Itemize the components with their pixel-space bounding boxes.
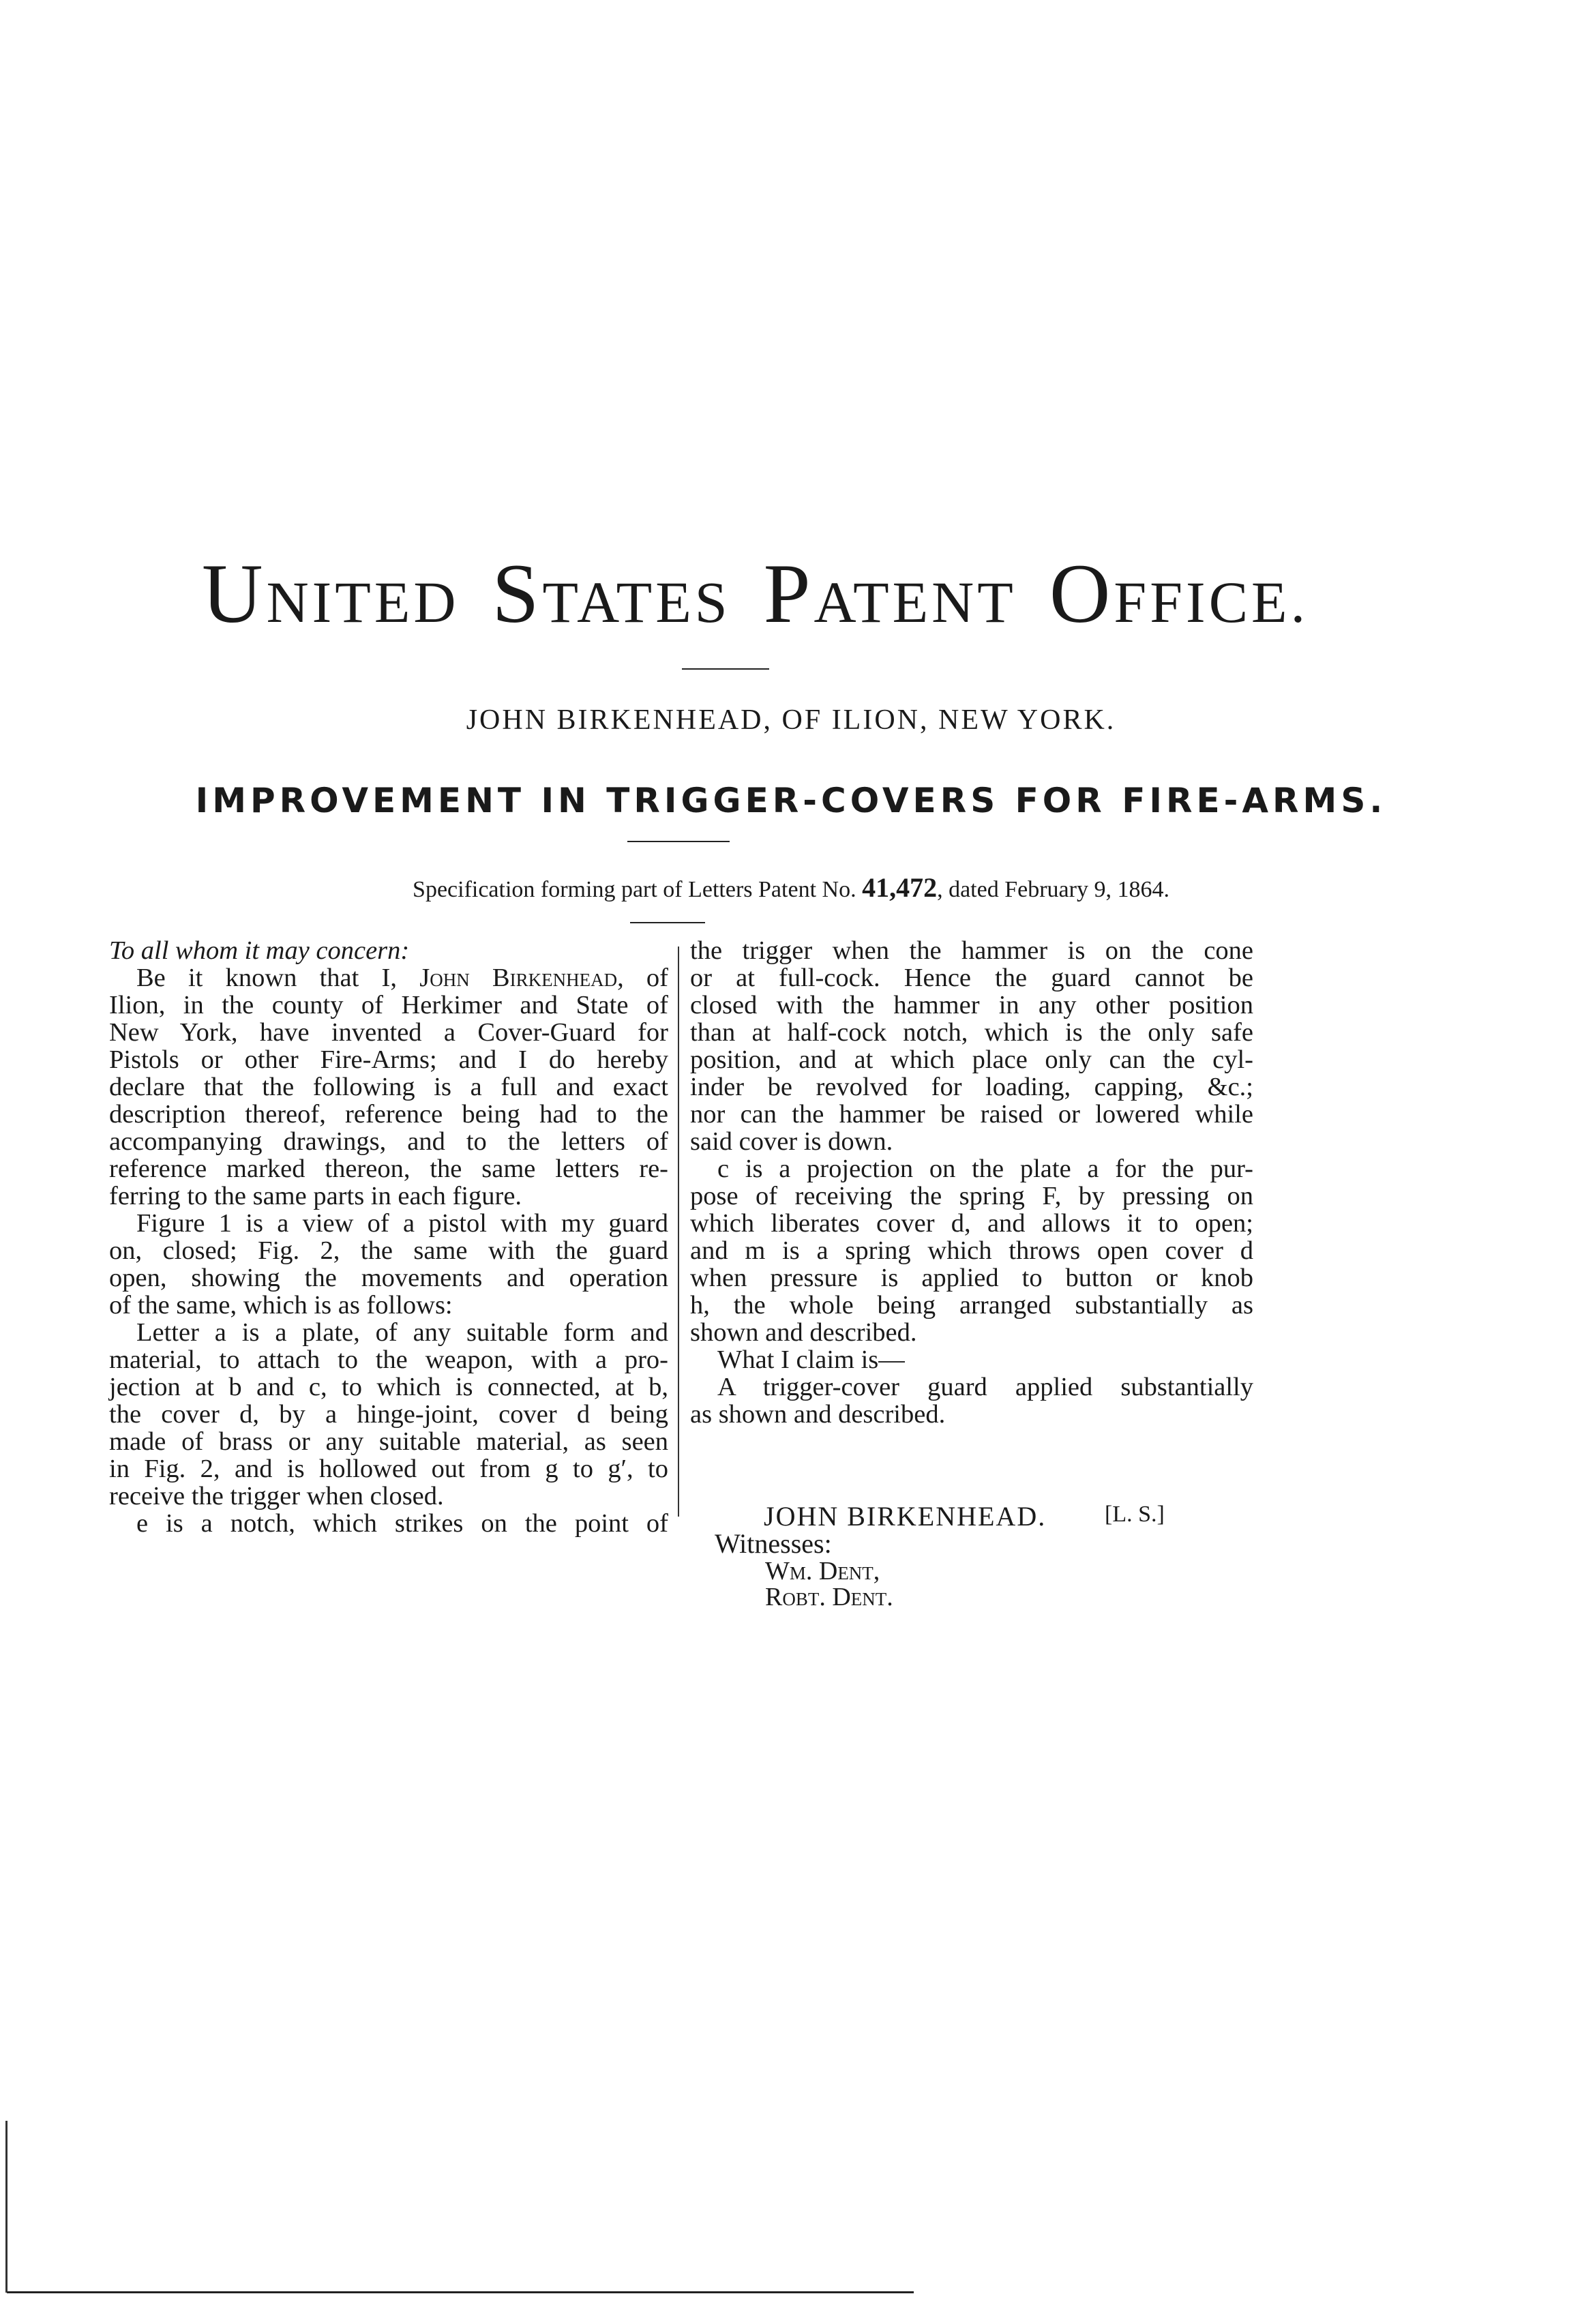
- title-initial: P: [763, 547, 814, 640]
- text-line: when pressure is applied to button or knob: [690, 1264, 1253, 1292]
- text-line: c is a projection on the plate a for the pur-: [717, 1154, 1253, 1183]
- text-line: Be it known that I, John Birkenhead, of: [136, 964, 668, 992]
- column-divider: [678, 947, 679, 1517]
- text-line: New York, have invented a Cover-Guard for: [109, 1018, 668, 1047]
- text-line: ferring to the same parts in each figure.: [109, 1182, 522, 1210]
- text-line: Pistols or other Fire-Arms; and I do hereby: [109, 1045, 668, 1074]
- title-initial: S: [492, 547, 543, 640]
- title-initial: O: [1049, 547, 1114, 640]
- inventor-line: JOHN BIRKENHEAD, OF ILION, NEW YORK.: [466, 704, 1116, 736]
- text-line: Figure 1 is a view of a pistol with my guard: [136, 1209, 668, 1238]
- spec-suffix: , dated February 9, 1864.: [937, 877, 1169, 902]
- patent-number: 41,472: [862, 872, 938, 903]
- text-line: description thereof, reference being had to the: [109, 1100, 668, 1129]
- witnesses-label: Witnesses:: [715, 1528, 832, 1559]
- witness-name: Robt. Dent.: [765, 1583, 893, 1611]
- scan-edge-line: [7, 2291, 914, 2293]
- paragraph: [109, 992, 668, 1182]
- title-word: NITED: [266, 569, 460, 635]
- text-line: open, showing the movements and operation: [109, 1264, 668, 1292]
- text-line: the cover d, by a hinge-joint, cover d being: [109, 1400, 668, 1429]
- paragraph: [109, 1210, 668, 1292]
- text-line: of the same, which is as follows:: [109, 1291, 453, 1320]
- text-line: or at full-cock. Hence the guard cannot be: [690, 964, 1253, 992]
- divider-rule: [682, 668, 769, 670]
- title-word: FFICE.: [1114, 569, 1309, 635]
- text-line: accompanying drawings, and to the letters of: [109, 1127, 668, 1156]
- text-line: declare that the following is a full and exact: [109, 1073, 668, 1101]
- text-line: closed with the hammer in any other position: [690, 991, 1253, 1019]
- salutation: To all whom it may concern:: [109, 936, 410, 965]
- paragraph: [690, 1155, 1253, 1319]
- title-word: TATES: [542, 569, 731, 635]
- scan-edge-line: [5, 2121, 8, 2293]
- right-column: [690, 937, 1253, 1428]
- paragraph: [109, 1319, 668, 1483]
- text-line: on, closed; Fig. 2, the same with the guard: [109, 1236, 668, 1265]
- office-title: [202, 546, 1309, 642]
- divider-rule: [630, 922, 705, 923]
- divider-rule: [627, 841, 730, 842]
- text-line: in Fig. 2, and is hollowed out from g to g′, to: [109, 1455, 668, 1483]
- claim-text: as shown and described.: [690, 1400, 946, 1429]
- text-line: inder be revolved for loading, capping, &c.;: [690, 1073, 1253, 1101]
- text-line: jection at b and c, to which is connected, at b,: [109, 1373, 668, 1401]
- text-line: shown and described.: [690, 1318, 917, 1347]
- text-line: e is a notch, which strikes on the point of: [136, 1509, 668, 1538]
- text-line: which liberates cover d, and allows it to open;: [690, 1209, 1253, 1238]
- paragraph: [690, 937, 1253, 1128]
- text-line: than at half-cock notch, which is the only safe: [690, 1018, 1253, 1047]
- text-line: position, and at which place only can the cyl-: [690, 1045, 1253, 1074]
- title-word: ATENT: [814, 569, 1017, 635]
- spec-prefix: Specification forming part of Letters Patent No.: [413, 877, 856, 902]
- text-line: Letter a is a plate, of any suitable form and: [136, 1318, 668, 1347]
- text-line: receive the trigger when closed.: [109, 1482, 444, 1510]
- left-column: [109, 937, 668, 1537]
- text-line: and m is a spring which throws open cover d: [690, 1236, 1253, 1265]
- text-line: said cover is down.: [690, 1127, 893, 1156]
- text-line: pose of receiving the spring F, by pressing on: [690, 1182, 1253, 1210]
- title-initial: U: [202, 547, 267, 640]
- text-line: made of brass or any suitable material, as seen: [109, 1427, 668, 1456]
- text-line: h, the whole being arranged substantially as: [690, 1291, 1253, 1320]
- signature: JOHN BIRKENHEAD.: [764, 1501, 1047, 1532]
- text-line: the trigger when the hammer is on the cone: [690, 936, 1253, 965]
- inventor-name: John Birkenhead: [419, 964, 618, 992]
- text-line: material, to attach to the weapon, with a pro-: [109, 1345, 668, 1374]
- claim-text: A trigger-cover guard applied substantially: [717, 1373, 1253, 1401]
- witness-name: Wm. Dent,: [765, 1557, 880, 1585]
- invention-title: IMPROVEMENT IN TRIGGER-COVERS FOR FIRE-ARMS.: [195, 781, 1387, 820]
- text-line: nor can the hammer be raised or lowered while: [690, 1100, 1253, 1129]
- specification-line: [0, 872, 1582, 904]
- seal-mark: [L. S.]: [1105, 1502, 1165, 1527]
- text-line: reference marked thereon, the same letters re-: [109, 1154, 668, 1183]
- claim-intro: What I claim is—: [717, 1345, 905, 1374]
- text-line: Ilion, in the county of Herkimer and State of: [109, 991, 668, 1019]
